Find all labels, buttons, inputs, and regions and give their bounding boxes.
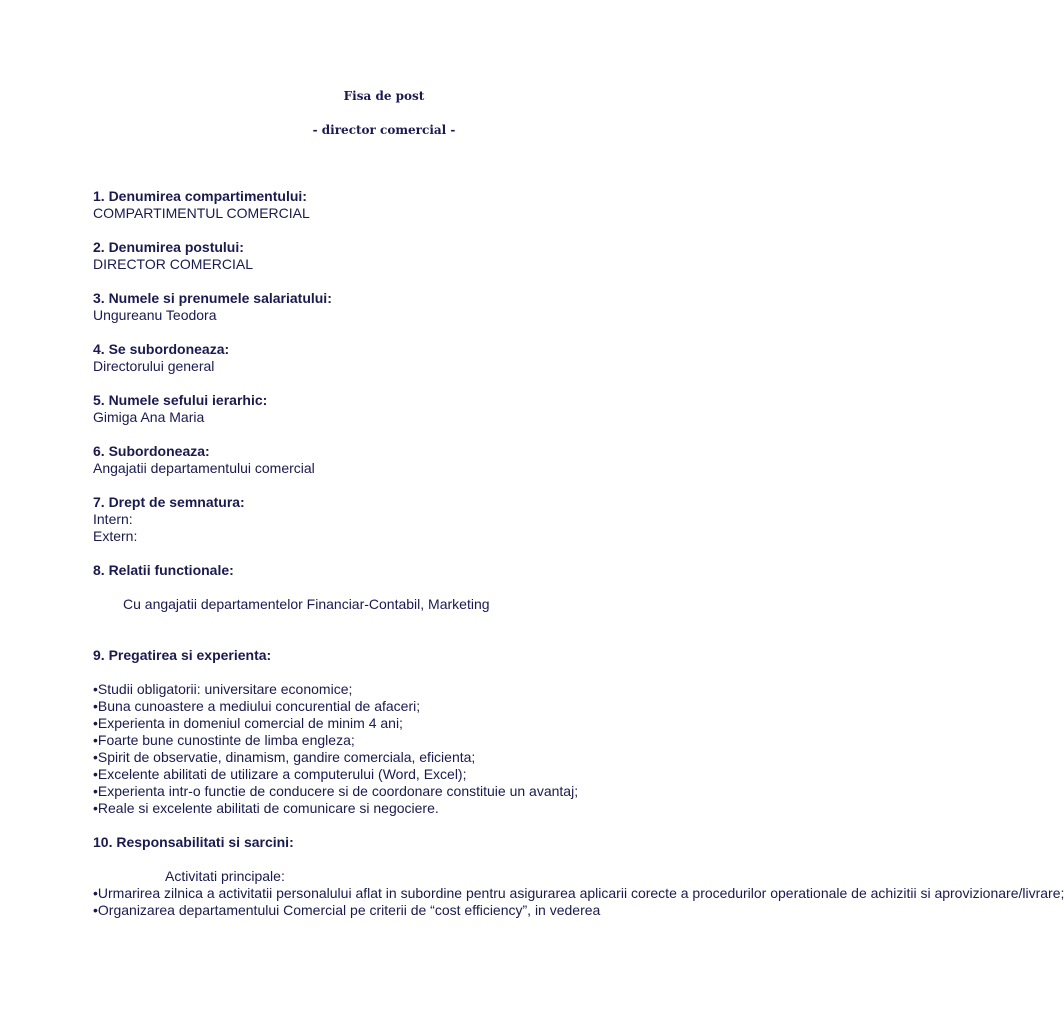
section-heading: 8. Relatii functionale:	[93, 562, 234, 578]
document-subtitle: - director comercial -	[312, 123, 456, 137]
list-item: • Experienta in domeniul comercial de minim 4 ani;	[93, 715, 733, 732]
section-heading: 5. Numele sefului ierarhic:	[93, 392, 268, 408]
section-value: Angajatii departamentului comercial	[93, 460, 315, 476]
section-heading: 9. Pregatirea si experienta:	[93, 647, 272, 663]
list-item: • Organizarea departamentului Comercial pe criterii de “cost efficiency”, in vederea	[93, 902, 733, 919]
section-compartment	[93, 188, 733, 222]
signature-internal: Intern:	[93, 511, 133, 527]
section-relations	[93, 562, 733, 613]
section-value: Directorului general	[93, 358, 215, 374]
section-value: COMPARTIMENTUL COMERCIAL	[93, 205, 310, 221]
list-item: • Urmarirea zilnica a activitatii personalului aflat in subordine pentru asigurarea aplicarii corecte a procedurilor operationale de achizitii si aprovizionare/livrare;	[93, 885, 733, 902]
section-value: DIRECTOR COMERCIAL	[93, 256, 253, 272]
section-value: Gimiga Ana Maria	[93, 409, 205, 425]
section-training	[93, 647, 733, 817]
section-subordinates	[93, 443, 733, 477]
list-item: • Experienta intr-o functie de conducere si de coordonare constituie un avantaj;	[93, 783, 733, 800]
section-heading: 6. Subordoneaza:	[93, 443, 210, 459]
signature-external: Extern:	[93, 528, 138, 544]
document-body	[93, 188, 1064, 936]
section-heading: 1. Denumirea compartimentului:	[93, 188, 307, 204]
responsibilities-subheading: Activitati principale:	[165, 868, 285, 884]
section-value: Ungureanu Teodora	[93, 307, 217, 323]
section-heading: 2. Denumirea postului:	[93, 239, 244, 255]
relations-text: Cu angajatii departamentelor Financiar-Contabil, Marketing	[123, 596, 490, 612]
training-list	[93, 681, 733, 817]
section-heading: 4. Se subordoneaza:	[93, 341, 230, 357]
section-heading: 10. Responsabilitati si sarcini:	[93, 834, 294, 850]
list-item: • Reale si excelente abilitati de comunicare si negociere.	[93, 800, 733, 817]
list-item: • Buna cunoastere a mediului concurential de afaceri;	[93, 698, 733, 715]
section-position	[93, 239, 733, 273]
section-signature	[93, 494, 733, 545]
section-employee	[93, 290, 733, 324]
list-item: • Studii obligatorii: universitare economice;	[93, 681, 733, 698]
list-item: • Spirit de observatie, dinamism, gandire comerciala, eficienta;	[93, 749, 733, 766]
list-item: • Excelente abilitati de utilizare a computerului (Word, Excel);	[93, 766, 733, 783]
section-manager	[93, 392, 733, 426]
section-reports-to	[93, 341, 733, 375]
section-heading: 7. Drept de semnatura:	[93, 494, 245, 510]
section-responsibilities	[93, 834, 1064, 919]
responsibilities-list	[93, 885, 1064, 919]
document-title: Fisa de post	[343, 89, 425, 103]
section-heading: 3. Numele si prenumele salariatului:	[93, 290, 332, 306]
list-item: • Foarte bune cunostinte de limba engleza;	[93, 732, 733, 749]
